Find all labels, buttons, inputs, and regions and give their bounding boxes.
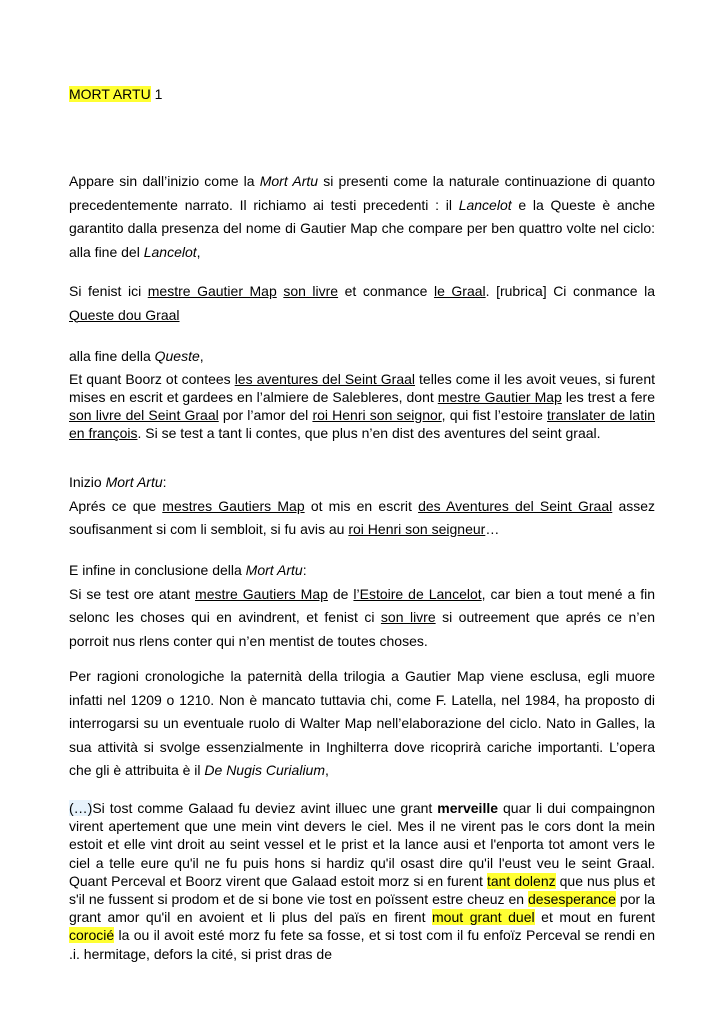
- graal-excerpt: [69, 799, 655, 963]
- text: ot mis en escrit: [304, 497, 419, 514]
- quote-queste-end: [69, 370, 655, 443]
- text: et conmance: [338, 283, 434, 299]
- text: …: [485, 521, 500, 537]
- italic-text: De Nugis Curialium: [204, 762, 325, 778]
- text: de: [327, 585, 354, 602]
- document-title: [69, 83, 655, 107]
- underlined-text: le Graal: [433, 283, 486, 299]
- italic-text: Mort Artu: [259, 173, 319, 189]
- quote-lancelot-end: [69, 280, 655, 327]
- text: Si tost comme Galaad fu deviez avint illuec une grant: [92, 800, 438, 816]
- text: quar li dui compaingnon virent apertement que une mein vint devers le ciel. Mes il ne virent pas le cors dont la mein estoit et elle vint droit au seint vessel et le prist et la lance ausi et l'enporta tot amont vers le ciel a telle eure qu'il ne fu puis hons si hardiz qu'il osast dire qu'il l'eust veu le seint Graal. Quant Perceval et Boorz virent que Galaad estoit morz si en furent: [69, 800, 656, 889]
- title-highlight: MORT ARTU: [69, 86, 151, 102]
- title-number: 1: [150, 86, 163, 102]
- quote-mort-artu-start: [69, 495, 655, 542]
- underlined-text: des Aventures del Seint Graal: [418, 497, 613, 514]
- text: Per ragioni cronologiche la paternità della trilogia a Gautier Map viene esclusa, egli muore infatti nel 1209 o 1210. Non è mancato tuttavia chi, come F. Latella, nel 1984, ha proposto di interrogarsi su un eventuale ruolo di Walter Map nell’elaborazione del ciclo. Nato in Galles, la sua attività si svolge essenzialmente in Inghilterra dove ricoprirà cariche importanti. L’opera che gli è attribuita è il: [69, 668, 655, 778]
- underlined-text: l’Estoire de Lancelot: [353, 585, 482, 602]
- italic-text: Mort Artu: [245, 562, 303, 578]
- authorship-paragraph: [69, 665, 655, 783]
- mort-artu-end-section: [69, 559, 655, 653]
- text: ,: [196, 243, 201, 260]
- text: les trest a fere: [561, 388, 655, 405]
- text: . Si se test a tant li contes, que plus n’en dist des aventures del seint graal.: [137, 425, 601, 442]
- text: Appare sin dall’inizio come la: [69, 173, 260, 189]
- text: assez soufisanment si com li sembloit, si fu avis au: [69, 497, 656, 537]
- underlined-text: son livre: [283, 283, 339, 299]
- underlined-text: mestre Gautiers Map: [195, 585, 328, 602]
- mort-artu-start-section: [69, 471, 655, 542]
- underlined-text: son livre del Seint Graal: [69, 406, 219, 423]
- highlighted-text: mout grant duel: [432, 909, 535, 926]
- text: que nus plus et s'il ne fussent si prodom et de si bone vie tost en poïssent estre cheuz en: [69, 872, 656, 908]
- section-label: [69, 471, 655, 495]
- intro-paragraph: [69, 170, 655, 264]
- text: Inizio: [69, 474, 106, 490]
- text: E infine in conclusione della: [69, 562, 246, 578]
- highlighted-text: corocié: [69, 927, 115, 944]
- text: , qui fist l’estoire: [441, 406, 548, 423]
- quote-mort-artu-end: [69, 583, 655, 654]
- text: Si fenist ici: [69, 283, 148, 299]
- underlined-text: son livre: [380, 609, 436, 625]
- text: :: [162, 474, 167, 490]
- text: si outreement que aprés ce n’en porroit nus rlens conter qui n’en mentist de toutes choses.: [69, 609, 656, 649]
- text: Si se test ore atant: [69, 585, 196, 602]
- queste-end-section: [69, 345, 655, 442]
- text: , car bien a tout mené a fin selonc les choses qui en avindrent, et fenist ci: [69, 585, 656, 625]
- underlined-text: mestre Gautier Map: [147, 283, 277, 299]
- text: si presenti come la naturale continuazione di quanto precedentemente narrato. Il richiamo ai testi precedenti : il: [69, 173, 656, 213]
- highlighted-text: (…): [69, 800, 93, 816]
- text: :: [302, 562, 307, 578]
- underlined-text: translater de latin en françois: [69, 406, 655, 442]
- bold-text: merveille: [437, 800, 499, 816]
- italic-text: Mort Artu: [105, 474, 163, 490]
- text: alla fine della: [69, 348, 155, 364]
- text: Aprés ce que: [69, 497, 163, 514]
- text: ,: [199, 348, 204, 364]
- text: por la grant amor qu'il en avoient et li plus del païs en firent: [69, 891, 655, 926]
- text: ,: [325, 762, 329, 778]
- italic-text: Lancelot: [458, 196, 512, 213]
- text: telles come il les avoit veues, si furent mises en escrit et gardees en l’almiere de Salebleres, dont: [69, 370, 656, 405]
- text: Et quant Boorz ot contees: [69, 370, 235, 387]
- underlined-text: les aventures del Seint Graal: [234, 370, 416, 387]
- italic-text: Lancelot: [143, 243, 197, 260]
- text: . [rubrica] Ci conmance la: [485, 283, 655, 299]
- highlighted-text: desesperance: [528, 891, 616, 908]
- text: et mout en furent: [534, 909, 655, 926]
- section-label: [69, 345, 655, 369]
- underlined-text: mestres Gautiers Map: [162, 497, 305, 514]
- underlined-text: mestre Gautier Map: [437, 388, 562, 405]
- text: la ou il avoit esté morz fu fete sa fosse, et si tost com il fu enfoïz Perceval se rendi en .i. hermitage, defors la cité, si prist dras de: [69, 927, 655, 962]
- italic-text: Queste: [154, 348, 200, 364]
- text: por l’amor del: [218, 406, 313, 423]
- underlined-text: Queste dou Graal: [69, 306, 180, 323]
- text: e la Queste è anche garantito dalla presenza del nome di Gautier Map che compare per ben quattro volte nel ciclo: alla fine del: [69, 196, 656, 260]
- underlined-text: roi Henri son seignor: [312, 406, 442, 423]
- highlighted-text: tant dolenz: [486, 872, 556, 889]
- section-label: [69, 559, 655, 583]
- underlined-text: roi Henri son seigneur: [348, 521, 486, 537]
